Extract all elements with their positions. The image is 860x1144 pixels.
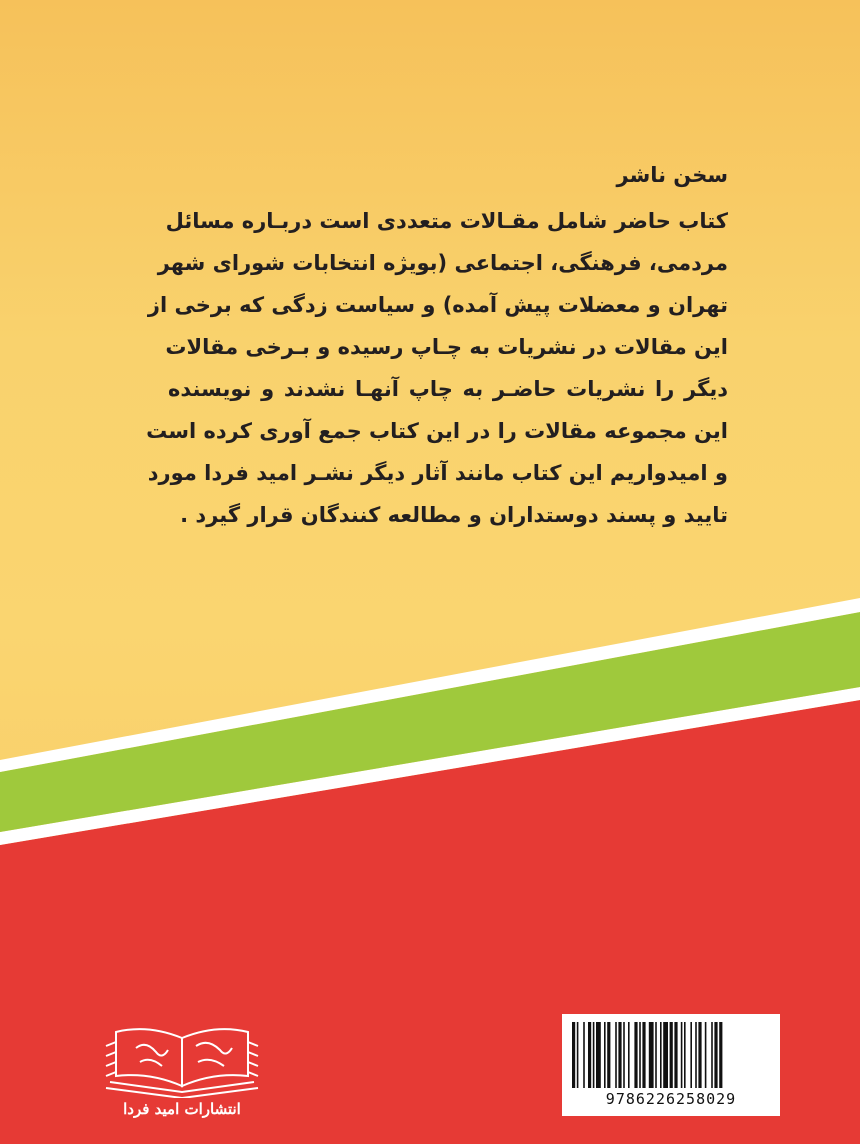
barcode-bar [583, 1022, 585, 1088]
barcode-bar [628, 1022, 630, 1088]
barcode-bar [705, 1022, 707, 1088]
barcode-bar [615, 1022, 617, 1088]
barcode-bars [572, 1022, 770, 1088]
barcode-bar [714, 1022, 717, 1088]
barcode-bar [670, 1022, 673, 1088]
barcode-bar [618, 1022, 621, 1088]
barcode-bar [623, 1022, 625, 1088]
barcode-bar [639, 1022, 641, 1088]
barcode-bar [711, 1022, 713, 1088]
barcode-bar [698, 1022, 701, 1088]
note-line: کتاب حاضر شامل مقـالات متعددی است دربـاره مسائل [165, 209, 728, 233]
barcode-bar [588, 1022, 591, 1088]
note-line: و امیدواریم این کتاب مانند آثار دیگر نشـر امید فردا مورد [147, 461, 728, 485]
barcode-bar [681, 1022, 683, 1088]
open-book-icon [92, 1012, 272, 1098]
note-line: تایید و پسند دوستداران و مطالعه کنندگان قرار گیرد . [180, 503, 728, 527]
note-line: دیگر را نشریات حاضـر به چاپ آنهـا نشدند و نویسنده [168, 377, 728, 401]
barcode [562, 1014, 780, 1116]
note-line: تهران و معضلات پیش آمده) و سیاست زدگی که برخی از [147, 293, 728, 317]
publisher-name: انتشارات امید فردا [123, 1100, 241, 1118]
barcode-bar [695, 1022, 697, 1088]
barcode-bar [577, 1022, 579, 1088]
publisher-note [146, 156, 728, 536]
note-heading: سخن ناشر [616, 163, 728, 187]
barcode-bar [607, 1022, 610, 1088]
barcode-bar [604, 1022, 606, 1088]
barcode-bar [596, 1022, 601, 1088]
barcode-bar [642, 1022, 645, 1088]
publisher-logo [92, 1012, 272, 1124]
note-line: این مقالات در نشریات به چـاپ رسیده و بـرخی مقالات [165, 335, 728, 359]
note-line: مردمی، فرهنگی، اجتماعی (بویژه انتخابات شورای شهر [157, 251, 728, 275]
barcode-bar [684, 1022, 686, 1088]
barcode-bar [634, 1022, 637, 1088]
barcode-bar [674, 1022, 677, 1088]
barcode-bar [649, 1022, 654, 1088]
isbn-number: 9786226258029 [605, 1090, 737, 1108]
barcode-bar [690, 1022, 692, 1088]
barcode-bar [572, 1022, 575, 1088]
barcode-bar [663, 1022, 668, 1088]
barcode-bar [719, 1022, 722, 1088]
barcode-bar [593, 1022, 595, 1088]
note-line: این مجموعه مقالات را در این کتاب جمع آوری کرده است [146, 419, 728, 443]
barcode-bar [655, 1022, 657, 1088]
barcode-bar [660, 1022, 662, 1088]
